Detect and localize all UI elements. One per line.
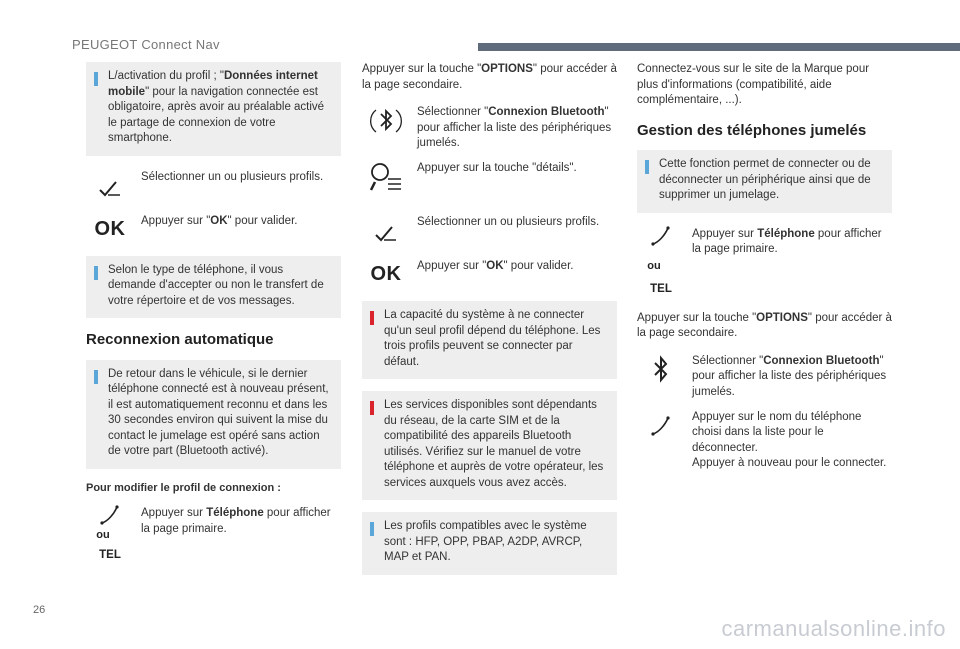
options-step: Appuyer sur la touche "OPTIONS" pour accéder à la page secondaire.: [637, 311, 892, 339]
step-details: Appuyer sur la touche "détails".: [362, 159, 617, 207]
info-note-transfer: Selon le type de téléphone, il vous demande d'accepter ou non le transfert de votre répertoire et de vos messages.: [86, 256, 341, 319]
note-text: L/activation du profil ; "Données internet mobile" pour la navigation connectée est obligatoire, après avoir au préalable activé le partage de connexion de votre smartphone.: [108, 70, 325, 144]
header-bar: [478, 43, 960, 51]
phone-icon-group: [641, 225, 681, 305]
ou-label: ou: [647, 259, 661, 272]
modify-profile-label: Pour modifier le profil de connexion :: [86, 481, 281, 494]
info-note-compatible: Les profils compatibles avec le système sont : HFP, OPP, PBAP, A2DP, AVRCP, MAP et PAN.: [362, 512, 617, 575]
section-heading-paired: Gestion des téléphones jumelés: [637, 121, 867, 139]
step-phone: ou TEL Appuyer sur Téléphone pour afficher la page primaire.: [86, 504, 341, 566]
step-bluetooth: Sélectionner "Connexion Bluetooth" pour afficher la liste des périphériques jumelés.: [362, 103, 617, 153]
header-title: PEUGEOT Connect Nav: [72, 37, 220, 52]
tel-icon: TEL: [650, 283, 672, 295]
info-marker-icon: [370, 522, 374, 536]
step-select-phone: Appuyer sur le nom du téléphone choisi dans la liste pour le déconnecter. Appuyer à nouveau pour le connecter.: [637, 408, 892, 472]
column-3: [637, 62, 892, 478]
step-select-profiles: Sélectionner un ou plusieurs profils.: [86, 168, 341, 206]
page-number: 26: [33, 604, 46, 616]
info-marker-icon: [94, 72, 98, 86]
ok-icon: OK: [370, 263, 402, 286]
bluetooth-icon: [641, 352, 681, 388]
options-step: Appuyer sur la touche "OPTIONS" pour accéder à la page secondaire.: [362, 63, 617, 91]
info-note-internet: [86, 62, 341, 156]
phone-handset-icon: [649, 225, 673, 247]
info-marker-icon: [645, 160, 649, 174]
watermark: carmanualsonline.info: [721, 616, 946, 641]
step-select-profiles: Sélectionner un ou plusieurs profils.: [362, 213, 617, 251]
tel-icon: TEL: [99, 548, 121, 561]
section-heading-reconnect: Reconnexion automatique: [86, 331, 274, 348]
checkbox-list-icon: [366, 213, 406, 249]
info-note-paired: Cette fonction permet de connecter ou de déconnecter un périphérique ainsi que de supprimer un jumelage.: [637, 150, 892, 213]
warning-marker-icon: [370, 401, 374, 415]
step-phone: ou TEL Appuyer sur Téléphone pour afficher la page primaire.: [637, 225, 892, 305]
warning-marker-icon: [370, 311, 374, 325]
warning-note-services: Les services disponibles sont dépendants du réseau, de la carte SIM et de la compatibilité des appareils Bluetooth utilisés. Vérifiez sur le manuel de votre téléphone et auprès de votre opérateur, les services auxquels vous avez accès.: [362, 391, 617, 500]
phone-icon-group: [90, 504, 130, 566]
column-1: [86, 62, 341, 572]
step-bluetooth: Sélectionner "Connexion Bluetooth" pour afficher la liste des périphériques jumelés.: [637, 352, 892, 402]
ou-label: ou: [96, 529, 110, 541]
step-ok: OK Appuyer sur "OK" pour valider.: [86, 212, 341, 250]
ok-icon: OK: [94, 217, 126, 240]
column-2: [362, 62, 617, 587]
intro-text: Connectez-vous sur le site de la Marque pour plus d'informations (compatibilité, aide complémentaire, ...).: [637, 63, 870, 106]
details-search-icon: [366, 159, 406, 195]
info-marker-icon: [94, 266, 98, 280]
phone-handset-icon: [98, 504, 122, 526]
warning-note-profiles: La capacité du système à ne connecter qu'un seul profil dépend du téléphone. Les trois profils peuvent se connecter par défaut.: [362, 301, 617, 379]
checkbox-list-icon: [90, 168, 130, 204]
bluetooth-signal-icon: [366, 103, 406, 139]
info-marker-icon: [94, 370, 98, 384]
phone-handset-icon: [641, 408, 681, 444]
info-note-reconnect: De retour dans le véhicule, si le dernier téléphone connecté est à nouveau présent, il est automatiquement reconnu et dans les 30 secondes environ qui suivent la mise du contact le jumelage est opéré sans action de votre part (Bluetooth activé).: [86, 360, 341, 469]
step-ok: OK Appuyer sur "OK" pour valider.: [362, 257, 617, 295]
